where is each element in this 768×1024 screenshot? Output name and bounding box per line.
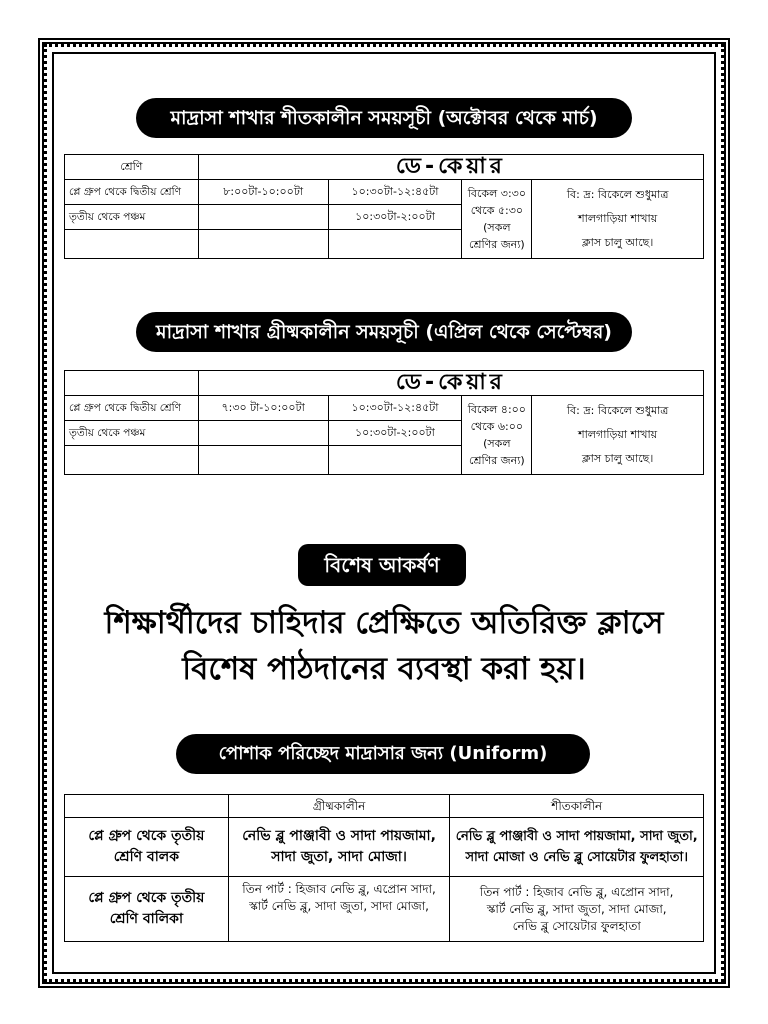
time-slot: ১০:৩০টা-১২:৪৫টা [328, 180, 462, 205]
col-winter: শীতকালীন [450, 795, 704, 818]
summer-schedule-title: মাদ্রাসা শাখার গ্রীষ্মকালীন সময়সূচী (এপ্রিল থেকে সেপ্টেম্বর) [136, 312, 632, 352]
table-row [65, 371, 704, 396]
girls-label [65, 877, 229, 942]
daycare-header: ডে-কেয়ার [198, 371, 703, 396]
text-line: সাদা জুতা, সাদা মোজা। [271, 849, 407, 865]
note-line: ক্লাস চালু আছে। [582, 452, 654, 465]
text-line: নেভি ব্লু পাঞ্জাবী ও সাদা পায়জামা, [242, 828, 436, 844]
boys-summer [228, 818, 450, 877]
afternoon-time [462, 180, 532, 259]
uniform-table [64, 794, 704, 942]
boys-winter [450, 818, 704, 877]
class-label: প্লে গ্রুপ থেকে দ্বিতীয় শ্রেণি [65, 180, 199, 205]
col-summer: গ্রীষ্মকালীন [228, 795, 450, 818]
afternoon-line: বিকেল ৪:০০ [467, 403, 526, 416]
text-line: নেভি ব্লু সোয়েটার ফুলহাতা [512, 918, 641, 933]
afternoon-line: শ্রেণির জন্য) [469, 238, 525, 251]
label-line: শ্রেণি বালিকা [109, 911, 184, 927]
table-row [65, 795, 704, 818]
special-line-1: শিক্ষার্থীদের চাহিদার প্রেক্ষিতে অতিরিক্ত ক্লাসে [104, 605, 664, 641]
time-slot: ১০:৩০টা-১২:৪৫টা [328, 396, 462, 421]
time-slot: ১০:৩০টা-২:০০টা [328, 205, 462, 230]
afternoon-line: (সকল [483, 221, 511, 234]
girls-winter [450, 877, 704, 942]
note-line: ক্লাস চালু আছে। [582, 236, 654, 249]
note-line: বি: দ্র: বিকেলে শুধুমাত্র [566, 188, 669, 201]
class-label: তৃতীয় থেকে পঞ্চম [65, 421, 199, 446]
class-label: প্লে গ্রুপ থেকে দ্বিতীয় শ্রেণি [65, 396, 199, 421]
girls-summer [228, 877, 450, 942]
text-line: তিন পার্ট : হিজাব নেভি ব্লু, এপ্রোন সাদা, [479, 884, 674, 899]
note-line: শালগাড়িয়া শাখায় [578, 212, 658, 225]
text-line: সাদা মোজা ও নেভি ব্লু সোয়েটার ফুলহাতা। [465, 850, 688, 865]
time-slot: ১০:৩০টা-২:০০টা [328, 421, 462, 446]
note [532, 396, 704, 475]
time-slot [198, 421, 328, 446]
time-slot [198, 205, 328, 230]
text-line: স্কার্ট নেভি ব্লু, সাদা জুতা, সাদা মোজা, [249, 899, 430, 913]
class-label: তৃতীয় থেকে পঞ্চম [65, 205, 199, 230]
special-statement [64, 600, 704, 692]
afternoon-line: বিকেল ৩:৩০ [467, 187, 526, 200]
time-slot: ৭:৩০ টা-১০:০০টা [198, 396, 328, 421]
summer-schedule-table [64, 370, 704, 475]
special-line-2: বিশেষ পাঠদানের ব্যবস্থা করা হয়। [182, 651, 586, 687]
table-row [65, 180, 704, 205]
boys-label [65, 818, 229, 877]
text-line: স্কার্ট নেভি ব্লু, সাদা জুতা, সাদা মোজা, [486, 901, 667, 916]
winter-schedule-table [64, 154, 704, 259]
label-line: প্লে গ্রুপ থেকে তৃতীয় [88, 828, 205, 844]
note [532, 180, 704, 259]
afternoon-line: (সকল [483, 437, 511, 450]
label-line: শ্রেণি বালক [113, 849, 180, 865]
afternoon-line: শ্রেণির জন্য) [469, 454, 525, 467]
afternoon-line: থেকে ৬:০০ [470, 420, 524, 433]
winter-schedule-title: মাদ্রাসা শাখার শীতকালীন সময়সূচী (অক্টোবর থেকে মার্চ) [136, 98, 632, 138]
afternoon-time [462, 396, 532, 475]
special-attraction-label: বিশেষ আকর্ষণ [298, 544, 466, 586]
table-row [65, 818, 704, 877]
text-line: তিন পার্ট : হিজাব নেভি ব্লু, এপ্রোন সাদা, [242, 882, 436, 896]
label-line: প্লে গ্রুপ থেকে তৃতীয় [88, 890, 205, 906]
text-line: নেভি ব্লু পাঞ্জাবী ও সাদা পায়জামা, সাদা জুতা, [455, 829, 698, 844]
uniform-title: পোশাক পরিচ্ছেদ মাদ্রাসার জন্য (Uniform) [176, 734, 590, 774]
note-line: বি: দ্র: বিকেলে শুধুমাত্র [566, 404, 669, 417]
afternoon-line: থেকে ৫:৩০ [470, 204, 524, 217]
time-slot: ৮:০০টা-১০:০০টা [198, 180, 328, 205]
table-row [65, 155, 704, 180]
daycare-header: ডে-কেয়ার [198, 155, 703, 180]
class-header: শ্রেণি [65, 155, 199, 180]
table-row [65, 877, 704, 942]
note-line: শালগাড়িয়া শাখায় [578, 428, 658, 441]
table-row [65, 396, 704, 421]
